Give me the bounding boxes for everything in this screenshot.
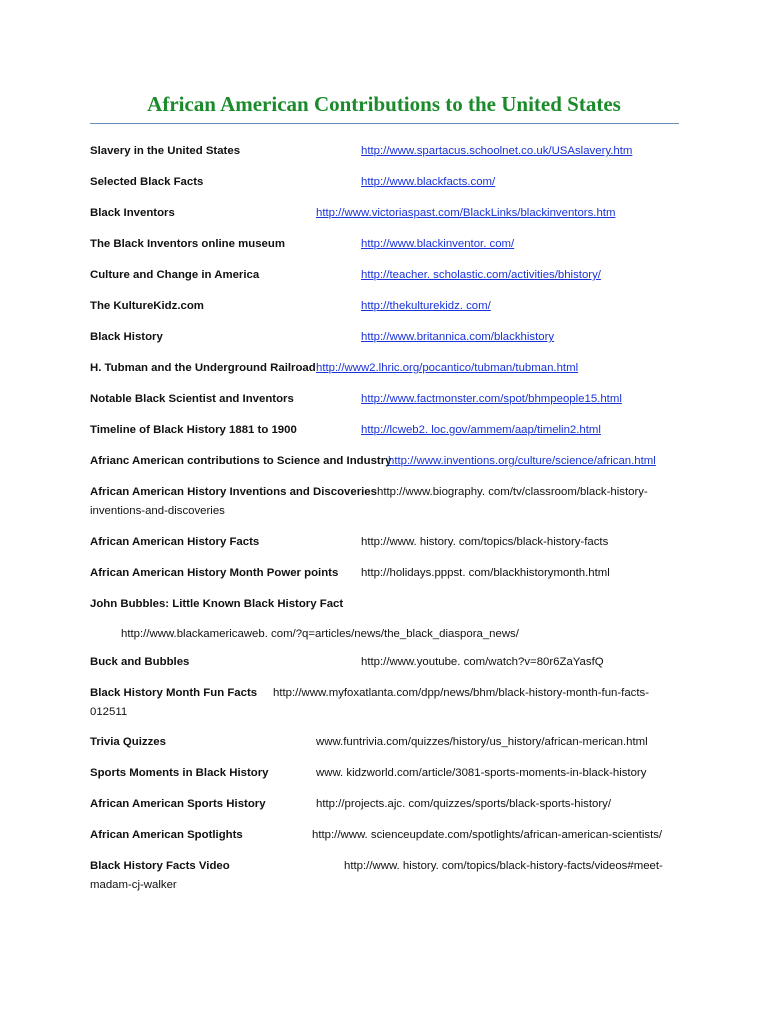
resource-url: www.funtrivia.com/quizzes/history/us_history/african-merican.html xyxy=(316,736,648,748)
resource-url: http://www.myfoxatlanta.com/dpp/news/bhm/black-history-month-fun-facts- xyxy=(273,687,650,699)
resource-title: Black History Facts Video xyxy=(90,860,230,872)
resource-title: African American History Facts xyxy=(90,536,260,548)
resource-link[interactable]: http://www.victoriaspast.com/BlackLinks/blackinventors.htm xyxy=(316,207,616,219)
resource-title: The KultureKidz.com xyxy=(90,300,204,312)
resource-link[interactable]: http://teacher. scholastic.com/activities/bhistory/ xyxy=(361,269,601,281)
resource-title: Black Inventors xyxy=(90,207,175,219)
resource-url: http://www.biography. com/tv/classroom/black-history- xyxy=(377,486,648,498)
resource-title: African American History Month Power points xyxy=(90,567,339,579)
resource-url-continuation: inventions-and-discoveries xyxy=(90,505,225,517)
title-divider xyxy=(90,123,679,124)
resource-title: African American Spotlights xyxy=(90,829,243,841)
resource-url: http://www. history. com/topics/black-history-facts xyxy=(361,536,609,548)
resource-title: Black History xyxy=(90,331,163,343)
resource-link[interactable]: http://www.factmonster.com/spot/bhmpeople15.html xyxy=(361,393,622,405)
resource-link[interactable]: http://www.blackfacts.com/ xyxy=(361,176,496,188)
resource-link[interactable]: http://lcweb2. loc.gov/ammem/aap/timelin2.html xyxy=(361,424,601,436)
resource-title: The Black Inventors online museum xyxy=(90,238,285,250)
resource-url: http://www.youtube. com/watch?v=80r6ZaYasfQ xyxy=(361,656,604,668)
resource-link[interactable]: http://www.inventions.org/culture/science/african.html xyxy=(388,455,656,467)
resource-title: H. Tubman and the Underground Railroad xyxy=(90,362,316,374)
resource-url: http://holidays.pppst. com/blackhistorymonth.html xyxy=(361,567,610,579)
resource-title: Sports Moments in Black History xyxy=(90,767,269,779)
resource-link[interactable]: http://thekulturekidz. com/ xyxy=(361,300,491,312)
resource-title: Black History Month Fun Facts xyxy=(90,687,258,699)
resource-title: Selected Black Facts xyxy=(90,176,204,188)
resource-title: Trivia Quizzes xyxy=(90,736,166,748)
resource-url-continuation: 012511 xyxy=(90,706,128,718)
resource-title: African American History Inventions and Discoveries xyxy=(90,486,377,498)
resource-link[interactable]: http://www.blackinventor. com/ xyxy=(361,238,515,250)
resource-link[interactable]: http://www.britannica.com/blackhistory xyxy=(361,331,555,343)
resource-title: Buck and Bubbles xyxy=(90,656,190,668)
page-title: African American Contributions to the United States xyxy=(147,92,621,116)
resource-title: African American Sports History xyxy=(90,798,266,810)
resource-url: http://projects.ajc. com/quizzes/sports/black-sports-history/ xyxy=(316,798,611,810)
resource-url-continuation: madam-cj-walker xyxy=(90,879,177,891)
resource-title: Slavery in the United States xyxy=(90,145,241,157)
resource-title: Notable Black Scientist and Inventors xyxy=(90,393,294,405)
resource-title: John Bubbles: Little Known Black History Fact xyxy=(90,598,344,610)
resource-link[interactable]: http://www2.lhric.org/pocantico/tubman/tubman.html xyxy=(316,362,579,374)
resource-link[interactable]: http://www.spartacus.schoolnet.co.uk/USAslavery.htm xyxy=(361,145,633,157)
resource-title: Afrianc American contributions to Science and Industry xyxy=(90,455,392,467)
resource-url: http://www. history. com/topics/black-history-facts/videos#meet- xyxy=(344,860,663,872)
resource-title: Timeline of Black History 1881 to 1900 xyxy=(90,424,297,436)
resource-url: http://www.blackamericaweb. com/?q=articles/news/the_black_diaspora_news/ xyxy=(121,628,519,640)
resource-url: www. kidzworld.com/article/3081-sports-moments-in-black-history xyxy=(316,767,647,779)
resource-url: http://www. scienceupdate.com/spotlights/african-american-scientists/ xyxy=(312,829,663,841)
resource-title: Culture and Change in America xyxy=(90,269,260,281)
